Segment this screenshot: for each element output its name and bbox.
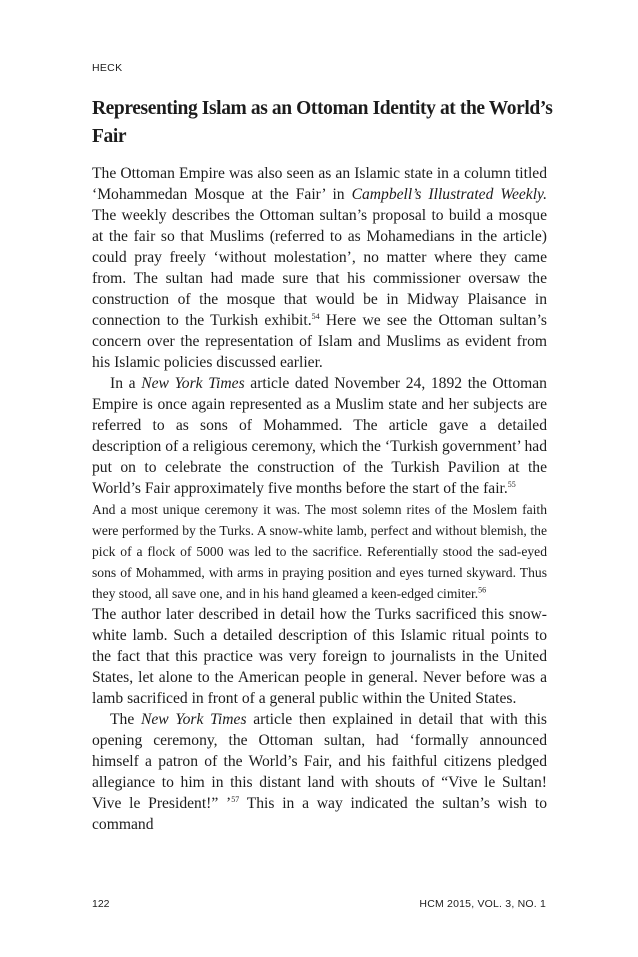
p4-text-c: This in a way indicated the sultan’s wish to command [92, 795, 547, 833]
p4-italic-title: New York Times [140, 711, 247, 728]
p1-text-a: The Ottoman Empire was also seen as an Islamic state in a column titled ‘Mohammedan Mosque at the Fair’ in [92, 165, 547, 203]
page-number: 122 [92, 898, 110, 910]
p4-text-a: The [110, 711, 141, 728]
article-body [92, 163, 547, 835]
p4-text-b: article then explained in detail that with this opening ceremony, the Ottoman sultan, had ‘formally announced himself a patron of the World’s Fair, and his faithful citizens pledged allegiance to him in this distant land with shouts of “Vive le Sultan! Vive le President!” ’ [92, 711, 547, 812]
running-head: HECK [92, 62, 123, 74]
section-title: Representing Islam as an Ottoman Identity at the World’s Fair [92, 98, 553, 147]
p1-italic-title: Campbell’s Illustrated Weekly. [351, 186, 547, 203]
quote-text: And a most unique ceremony it was. The most solemn rites of the Moslem faith were performed by the Turks. A snow-white lamb, perfect and without blemish, the pick of a flock of 5000 was led to the sacrifice. Referentially stood the sad-eyed sons of Mohammed, with arms in praying position and eyes turned skyward. Thus they stood, all save one, and in his hand gleamed a keen-edged cimiter. [92, 502, 547, 601]
p1-text-c: Here we see the Ottoman sultan’s concern over the representation of Islam and Muslims as evident from his Islamic policies discussed earlier. [92, 312, 547, 371]
footnote-ref-54: 54 [311, 311, 320, 321]
journal-citation: HCM 2015, VOL. 3, NO. 1 [419, 898, 546, 910]
block-quote [92, 499, 547, 604]
paragraph-2 [92, 373, 547, 499]
footnote-ref-57: 57 [231, 794, 240, 804]
p1-text-b: The weekly describes the Ottoman sultan’s proposal to build a mosque at the fair so that Muslims (referred to as Mohamedians in the article) could pray freely ‘without molestation’, no matter where they came from. The sultan had made sure that his commissioner oversaw the construction of the mosque that would be in Midway Plaisance in connection to the Turkish exhibit. [92, 207, 547, 329]
p2-text-a: In a [110, 375, 142, 392]
p2-text-b: article dated November 24, 1892 the Ottoman Empire is once again represented as a Muslim state and her subjects are referred to as sons of Mohammed. The article gave a detailed description of a religious ceremony, which the ‘Turkish government’ had put on to celebrate the construction of the Turkish Pavilion at the World’s Fair approximately five months before the start of the fair. [92, 375, 547, 497]
paragraph-1 [92, 163, 547, 373]
page-footer [92, 898, 546, 910]
p2-italic-title: New York Times [141, 375, 245, 392]
paragraph-3: The author later described in detail how the Turks sacrificed this snow-white lamb. Such a detailed description of this Islamic ritual points to the fact that this practice was very foreign to journalists in the United States, let alone to the American people in general. Never before was a lamb sacrificed in front of a general public within the United States. [92, 606, 547, 707]
footnote-ref-55: 55 [507, 479, 516, 489]
paragraph-4 [92, 709, 547, 835]
footnote-ref-56: 56 [478, 585, 487, 595]
